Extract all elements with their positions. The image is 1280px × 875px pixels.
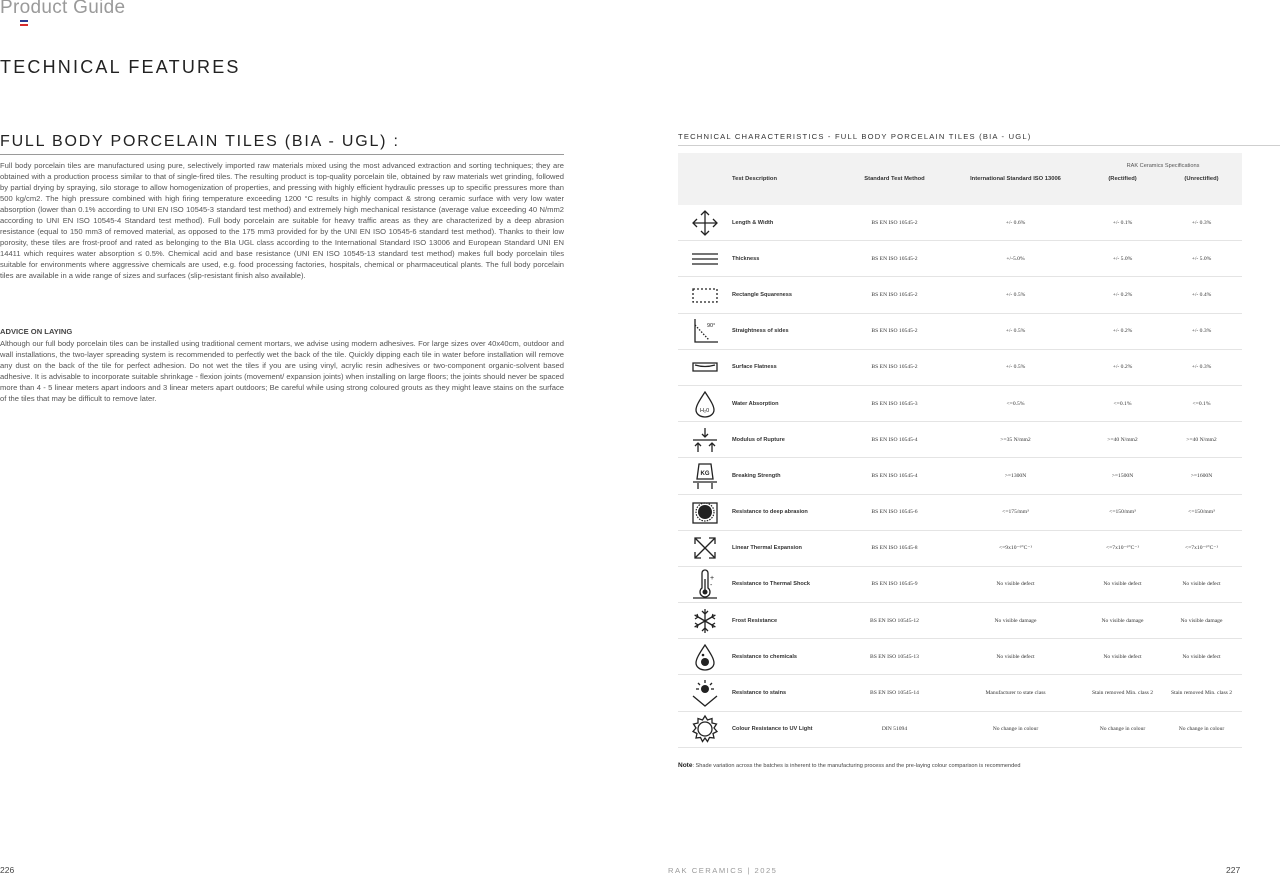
cell-standard-method: BS EN ISO 10545-2	[842, 277, 947, 313]
header-standard-method: Standard Test Method	[864, 176, 925, 182]
cell-unrectified-value: <=0.1%	[1161, 385, 1242, 421]
cell-iso-value: No visible defect	[947, 566, 1084, 602]
footer-brand: RAK CERAMICS | 2025	[668, 866, 778, 875]
cell-icon	[678, 675, 732, 711]
cell-rectified-value: <=150/mm³	[1084, 494, 1161, 530]
table-row	[678, 313, 1242, 349]
cell-unrectified-value: Stain removed Min. class 2	[1161, 675, 1242, 711]
table-row	[678, 530, 1242, 566]
water-drop-icon	[690, 389, 720, 419]
chemical-drop-icon	[690, 642, 720, 672]
heading-divider	[0, 154, 564, 155]
cell-unrectified-value: >=40 N/mm2	[1161, 422, 1242, 458]
table-row	[678, 385, 1242, 421]
cell-icon	[678, 277, 732, 313]
snowflake-icon	[690, 606, 720, 636]
cell-icon	[678, 603, 732, 639]
cell-test-description: Resistance to stains	[732, 675, 842, 711]
cell-test-description: Modulus of Rupture	[732, 422, 842, 458]
sun-uv-icon	[690, 714, 720, 744]
cell-standard-method: BS EN ISO 10545-9	[842, 566, 947, 602]
cell-standard-method: BS EN ISO 10545-4	[842, 422, 947, 458]
table-row	[678, 422, 1242, 458]
table-row	[678, 458, 1242, 494]
weight-kg-icon	[690, 461, 720, 491]
cell-unrectified-value: >=1600N	[1161, 458, 1242, 494]
cell-unrectified-value: <=7x10⁻⁶°C⁻¹	[1161, 530, 1242, 566]
cell-test-description: Frost Resistance	[732, 603, 842, 639]
cell-rectified-value: No visible defect	[1084, 639, 1161, 675]
cell-iso-value: No visible defect	[947, 639, 1084, 675]
table-row	[678, 711, 1242, 747]
stain-splash-icon	[690, 678, 720, 708]
header-unrectified: (Unrectified)	[1184, 176, 1219, 182]
cell-icon	[678, 313, 732, 349]
advice-title: ADVICE ON LAYING	[0, 327, 73, 336]
cell-rectified-value: <=0.1%	[1084, 385, 1161, 421]
svg-text:KG: KG	[700, 470, 710, 477]
cell-rectified-value: >=40 N/mm2	[1084, 422, 1161, 458]
cell-icon	[678, 205, 732, 241]
cell-icon	[678, 241, 732, 277]
header-test-description: Test Description	[732, 176, 777, 182]
cell-unrectified-value: +/- 0.4%	[1161, 277, 1242, 313]
cell-rectified-value: +/- 5.0%	[1084, 241, 1161, 277]
cell-unrectified-value: +/- 0.3%	[1161, 349, 1242, 385]
table-row	[678, 639, 1242, 675]
cell-unrectified-value: No change in colour	[1161, 711, 1242, 747]
cell-unrectified-value: +/- 0.3%	[1161, 313, 1242, 349]
dashed-rectangle-icon	[690, 280, 720, 310]
cell-icon	[678, 349, 732, 385]
advice-paragraph: Although our full body porcelain tiles can be installed using traditional cement mortars, we advise using modern adhesives. For large sizes over 40x40cm, outdoor and wall installations, the two-layer spreading system is recommended to perfectly wet the back of the tile. Quickly dipping each tile in water before installation will remove any dust on the back of the tile for perfect adhesion. Do not wet the tiles if you are using vinyl, acrylic resin adhesives or two-component organic-solvent based adhesive. It is advisable to incorporate suitable shrinkage - flexion joints (movement/ expansion joints) when installing on large floors; the joints should never be spaced more than 4 - 5 linear meters apart indoors and 3 linear meters apart outdoors; Be careful while using strong coloured grouts as they might leave stains on the surface of the tiles that may be difficult to remove later.	[0, 339, 564, 403]
table-heading: TECHNICAL CHARACTERISTICS - FULL BODY PORCELAIN TILES (BIA - UGL)	[678, 132, 1032, 141]
cell-standard-method: BS EN ISO 10545-6	[842, 494, 947, 530]
cell-test-description: Surface Flatness	[732, 349, 842, 385]
note-label: Note	[678, 762, 693, 769]
svg-text:90°: 90°	[707, 323, 716, 330]
cell-unrectified-value: +/- 0.3%	[1161, 205, 1242, 241]
svg-text:-: -	[710, 582, 713, 590]
cell-test-description: Linear Thermal Expansion	[732, 530, 842, 566]
cell-test-description: Breaking Strength	[732, 458, 842, 494]
cell-iso-value: +/- 0.6%	[947, 205, 1084, 241]
cell-rectified-value: +/- 0.1%	[1084, 205, 1161, 241]
cell-standard-method: BS EN ISO 10545-13	[842, 639, 947, 675]
cell-test-description: Rectangle Squareness	[732, 277, 842, 313]
cell-icon	[678, 458, 732, 494]
flat-surface-icon	[690, 352, 720, 382]
cell-test-description: Resistance to Thermal Shock	[732, 566, 842, 602]
cell-rectified-value: Stain removed Min. class 2	[1084, 675, 1161, 711]
cell-standard-method: BS EN ISO 10545-4	[842, 458, 947, 494]
cell-standard-method: BS EN ISO 10545-2	[842, 241, 947, 277]
cell-rectified-value: +/- 0.2%	[1084, 277, 1161, 313]
cell-test-description: Length & Width	[732, 205, 842, 241]
cell-test-description: Colour Resistance to UV Light	[732, 711, 842, 747]
cell-iso-value: +/- 0.5%	[947, 313, 1084, 349]
spec-caption: RAK Ceramics Specifications	[1126, 163, 1200, 169]
cell-iso-value: +/- 0.5%	[947, 349, 1084, 385]
cell-unrectified-value: No visible defect	[1161, 566, 1242, 602]
table-heading-divider	[678, 145, 1280, 146]
cell-iso-value: No visible damage	[947, 603, 1084, 639]
svg-text:+: +	[710, 575, 715, 583]
cell-test-description: Thickness	[732, 241, 842, 277]
svg-text:H₂0: H₂0	[700, 407, 710, 414]
table-note	[678, 762, 1021, 769]
cell-standard-method: BS EN ISO 10545-14	[842, 675, 947, 711]
table-row	[678, 241, 1242, 277]
cell-icon	[678, 566, 732, 602]
cell-rectified-value: +/- 0.2%	[1084, 349, 1161, 385]
thickness-lines-icon	[690, 244, 720, 274]
cell-iso-value: >=35 N/mm2	[947, 422, 1084, 458]
table-header-row	[678, 153, 1242, 205]
cell-rectified-value: No visible damage	[1084, 603, 1161, 639]
cell-iso-value: Manufacturer to state class	[947, 675, 1084, 711]
intro-paragraph: Full body porcelain tiles are manufactured using pure, selectively imported raw materials mixed using the most advanced extraction and sorting techniques; they are obtained with a production process similar to that of single-fired tiles. The resulting product is top-quality porcelain tile, obtained by raw materials wet grinding, followed by partial drying by spraying, silo storage to allow homogenization of properties, and pressing with highly efficient hydraulic presses up to specific pressures more than 500 kg/cm2. The high pressure combined with high firing temperature exceeding 1200 °C results in highly compact & strong ceramic surface with very low water absorption (lower than 0.1% according to UNI EN ISO 10545-3 standard test method) and extremely high mechanical resistance (average value exceeding 40 N/mm2 according to UNI EN ISO 10545-4 Standard test method). Full body porcelain are suitable for heavy traffic areas as they are characterized by a deep abrasion resistance (equal to 150 mm3 of removed material, as opposed to the 175 mm3 provided for by the UNI EN ISO 10545-6 standard test method). Thanks to their low porosity, these tiles are frost-proof and rated as belonging to the BIa UGL class according to the International Standard ISO 13006 and European Standard UNI EN 14411 which requires water absorption ≤ 0.5%. Chemical acid and base resistance (UNI EN ISO 10545-13 standard test method) makes full body porcelain tiles suitable for environments where aggressive chemicals are used, e.g. food processing factories, hospitals, chemical or pharmaceutical plants. The full body porcelain tiles are available in a wide range of sizes and surfaces (slip-resistant finish also available).	[0, 161, 564, 280]
table-row	[678, 675, 1242, 711]
cell-test-description: Resistance to deep abrasion	[732, 494, 842, 530]
cell-rectified-value: <=7x10⁻⁶°C⁻¹	[1084, 530, 1161, 566]
cell-icon	[678, 639, 732, 675]
cell-standard-method: BS EN ISO 10545-2	[842, 349, 947, 385]
cell-icon	[678, 385, 732, 421]
cell-iso-value: <=9x10⁻⁶°C⁻¹	[947, 530, 1084, 566]
cell-unrectified-value: <=150/mm³	[1161, 494, 1242, 530]
cell-unrectified-value: No visible defect	[1161, 639, 1242, 675]
cell-iso-value: >=1300N	[947, 458, 1084, 494]
cell-standard-method: BS EN ISO 10545-12	[842, 603, 947, 639]
flag-icon	[20, 20, 28, 26]
header-iso-standard: International Standard ISO 13006	[970, 176, 1061, 182]
technical-table	[678, 153, 1242, 748]
cell-rectified-value: No change in colour	[1084, 711, 1161, 747]
cell-icon	[678, 711, 732, 747]
header-icon-col	[678, 153, 732, 205]
table-row	[678, 566, 1242, 602]
page-number-left: 226	[0, 865, 15, 875]
cell-standard-method: BS EN ISO 10545-3	[842, 385, 947, 421]
cell-icon	[678, 494, 732, 530]
compression-arrows-icon	[690, 425, 720, 455]
note-text: : Shade variation across the batches is inherent to the manufacturing process and the pre-laying colour comparison is recommended	[692, 763, 1021, 769]
cell-standard-method: BS EN ISO 10545-2	[842, 205, 947, 241]
cell-iso-value: <=0.5%	[947, 385, 1084, 421]
cell-standard-method: BS EN ISO 10545-2	[842, 313, 947, 349]
expansion-arrows-icon	[690, 533, 720, 563]
table-row	[678, 277, 1242, 313]
cell-test-description: Water Absorption	[732, 385, 842, 421]
cell-icon	[678, 422, 732, 458]
table-row	[678, 494, 1242, 530]
cell-rectified-value: +/- 0.2%	[1084, 313, 1161, 349]
arrows-cross-icon	[690, 208, 720, 238]
cell-standard-method: BS EN ISO 10545-8	[842, 530, 947, 566]
cell-test-description: Resistance to chemicals	[732, 639, 842, 675]
page-number-right: 227	[1226, 865, 1241, 875]
flag-stripe-bottom	[20, 24, 28, 26]
thermometer-icon	[690, 569, 720, 599]
table-row	[678, 205, 1242, 241]
cell-unrectified-value: No visible damage	[1161, 603, 1242, 639]
cell-rectified-value: >=1500N	[1084, 458, 1161, 494]
cell-icon	[678, 530, 732, 566]
right-angle-icon	[690, 316, 720, 346]
abrasion-wheel-icon	[690, 497, 720, 527]
full-body-heading: FULL BODY PORCELAIN TILES (BIA - UGL) :	[0, 133, 400, 150]
cell-rectified-value: No visible defect	[1084, 566, 1161, 602]
cell-unrectified-value: +/- 5.0%	[1161, 241, 1242, 277]
section-title: TECHNICAL FEATURES	[0, 57, 241, 77]
cell-iso-value: +/- 0.5%	[947, 277, 1084, 313]
cell-test-description: Straightness of sides	[732, 313, 842, 349]
cell-iso-value: +/-5.0%	[947, 241, 1084, 277]
table-row	[678, 349, 1242, 385]
guide-title: Product Guide	[0, 0, 126, 18]
table-row	[678, 603, 1242, 639]
header-rectified: (Rectified)	[1108, 176, 1137, 182]
cell-standard-method: DIN 51094	[842, 711, 947, 747]
cell-iso-value: <=175/mm³	[947, 494, 1084, 530]
cell-iso-value: No change in colour	[947, 711, 1084, 747]
